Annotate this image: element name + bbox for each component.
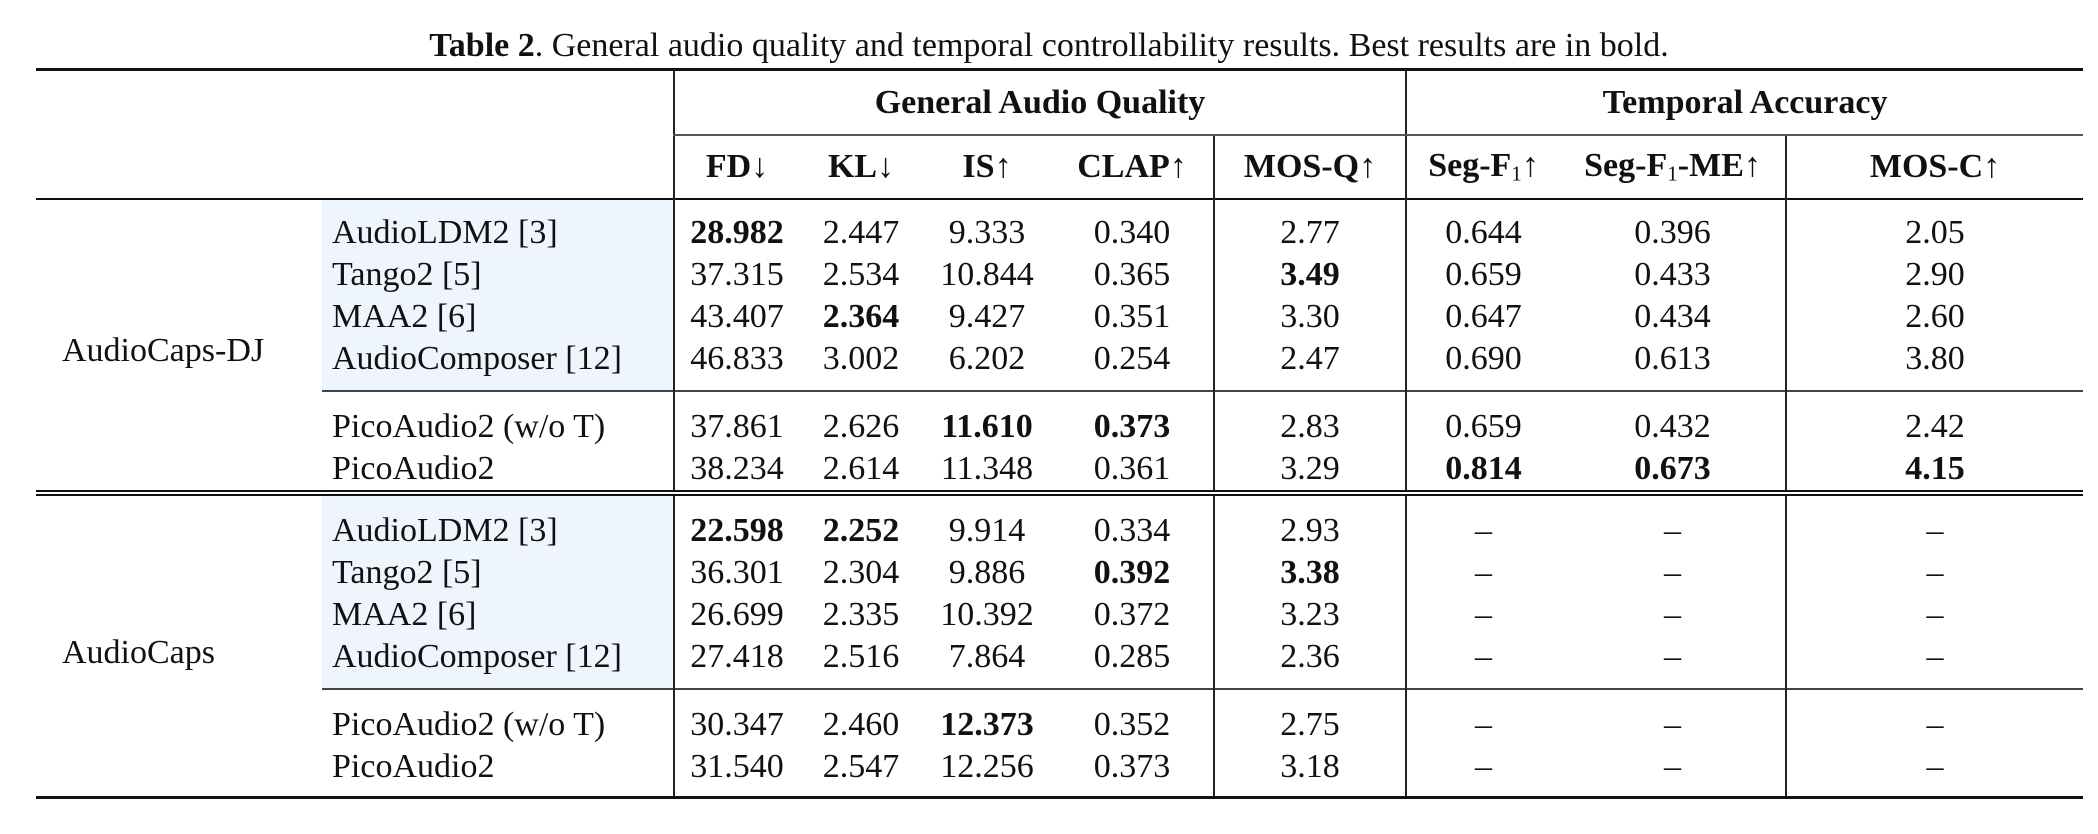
cell-kl: 2.304 — [822, 554, 900, 591]
caption-text: . General audio quality and temporal controllability results. Best results are in bold. — [534, 27, 1669, 64]
cell-mos-q: 3.29 — [1214, 448, 1406, 493]
cell-kl: 2.460 — [799, 689, 923, 746]
col-header-kl: KL↓ — [827, 148, 895, 185]
cell-seg-f1-me: – — [1560, 746, 1786, 798]
cell-seg-f1: – — [1406, 594, 1560, 636]
method-name: Tango2 [5] — [322, 254, 674, 296]
cell-seg-f1-me: – — [1664, 512, 1682, 549]
cell-seg-f1: 0.659 — [1406, 391, 1560, 448]
cell-kl: 2.614 — [799, 448, 923, 493]
cell-mos-q: 2.77 — [1214, 199, 1406, 254]
cell-mos-q: 2.83 — [1214, 391, 1406, 448]
cell-fd: 43.407 — [674, 296, 799, 338]
col-header-mos-q: MOS-Q↑ — [1214, 135, 1406, 199]
column-header-row — [36, 135, 2083, 199]
cell-mos-c: – — [1786, 689, 2083, 746]
cell-mos-q: 3.23 — [1214, 594, 1406, 636]
cell-seg-f1-me: 0.434 — [1634, 298, 1711, 335]
col-header-clap: CLAP↑ — [1077, 148, 1187, 185]
cell-seg-f1: 0.659 — [1406, 254, 1560, 296]
cell-seg-f1: – — [1406, 552, 1560, 594]
cell-seg-f1-me: – — [1664, 638, 1682, 675]
cell-clap: 0.373 — [1051, 746, 1214, 798]
cell-clap: 0.361 — [1051, 448, 1214, 493]
cell-fd: 38.234 — [674, 448, 799, 493]
cell-seg-f1-me: 0.433 — [1634, 256, 1711, 293]
cell-fd: 28.982 — [674, 199, 799, 254]
cell-mos-q: 3.18 — [1214, 746, 1406, 798]
cell-seg-f1-me: – — [1664, 596, 1682, 633]
table-label: Table 2 — [429, 27, 535, 64]
cell-fd: 26.699 — [674, 594, 799, 636]
cell-fd: 22.598 — [674, 493, 799, 552]
cell-kl: 2.364 — [822, 298, 900, 335]
cell-mos-q: 3.49 — [1214, 254, 1406, 296]
table-row — [36, 594, 2083, 636]
table-row — [36, 636, 2083, 689]
cell-is: 12.373 — [923, 689, 1051, 746]
dataset-label: AudioCaps-DJ — [36, 199, 322, 493]
cell-mos-q: 2.47 — [1214, 338, 1406, 391]
cell-fd: 30.347 — [674, 689, 799, 746]
results-table-container — [36, 68, 2083, 799]
cell-is: 9.886 — [948, 554, 1026, 591]
cell-fd: 36.301 — [674, 552, 799, 594]
cell-seg-f1: – — [1406, 746, 1560, 798]
cell-is: 11.610 — [923, 391, 1051, 448]
table-row — [36, 493, 2083, 552]
method-name: AudioComposer [12] — [322, 338, 674, 391]
group-header-temporal: Temporal Accuracy — [1406, 70, 2083, 136]
cell-kl: 2.335 — [822, 596, 900, 633]
method-name: MAA2 [6] — [322, 296, 674, 338]
cell-mos-c: – — [1786, 493, 2083, 552]
cell-mos-c: 2.42 — [1786, 391, 2083, 448]
cell-is: 10.844 — [940, 256, 1034, 293]
dataset-label: AudioCaps — [36, 493, 322, 798]
cell-seg-f1-me: – — [1560, 689, 1786, 746]
cell-mos-c: – — [1786, 594, 2083, 636]
method-name: Tango2 [5] — [322, 552, 674, 594]
col-header-seg-f1-me: Seg-$F_1-ME↑$ — [1584, 147, 1761, 186]
cell-is: 7.864 — [948, 638, 1026, 675]
cell-kl: 2.516 — [822, 638, 900, 675]
table-row — [36, 338, 2083, 391]
cell-clap: 0.285 — [1093, 638, 1171, 675]
cell-is: 10.392 — [940, 596, 1034, 633]
cell-seg-f1: 0.814 — [1406, 448, 1560, 493]
col-header-seg-f1: Seg-$F_1↑$ — [1406, 135, 1560, 199]
col-header-is: IS↑ — [962, 148, 1012, 185]
table-row — [36, 199, 2083, 254]
cell-clap: 0.373 — [1051, 391, 1214, 448]
method-name: AudioLDM2 [3] — [322, 199, 674, 254]
cell-seg-f1: – — [1406, 636, 1560, 689]
method-name: PicoAudio2 — [322, 746, 674, 798]
method-name: PicoAudio2 (w/o T) — [322, 689, 674, 746]
results-table — [36, 68, 2083, 799]
cell-clap: 0.372 — [1093, 596, 1171, 633]
cell-kl: 2.626 — [799, 391, 923, 448]
cell-clap: 0.351 — [1093, 298, 1171, 335]
col-header-mos-c: MOS-C↑ — [1786, 135, 2083, 199]
cell-clap: 0.334 — [1093, 512, 1171, 549]
cell-seg-f1-me: – — [1664, 554, 1682, 591]
cell-seg-f1: 0.690 — [1406, 338, 1560, 391]
cell-is: 9.333 — [948, 214, 1026, 251]
table-row — [36, 689, 2083, 746]
table-row — [36, 254, 2083, 296]
cell-mos-c: 2.90 — [1786, 254, 2083, 296]
table-row — [36, 552, 2083, 594]
cell-fd: 37.861 — [674, 391, 799, 448]
cell-kl: 2.447 — [822, 214, 900, 251]
method-name: PicoAudio2 (w/o T) — [322, 391, 674, 448]
cell-seg-f1: – — [1406, 493, 1560, 552]
method-name: AudioLDM2 [3] — [322, 493, 674, 552]
method-name: AudioComposer [12] — [322, 636, 674, 689]
cell-is: 11.348 — [923, 448, 1051, 493]
table-body — [36, 199, 2083, 798]
cell-mos-c: – — [1786, 552, 2083, 594]
table-row — [36, 746, 2083, 798]
cell-seg-f1: 0.644 — [1406, 199, 1560, 254]
cell-is: 9.914 — [948, 512, 1026, 549]
cell-fd: 31.540 — [674, 746, 799, 798]
cell-is: 12.256 — [923, 746, 1051, 798]
cell-clap: 0.365 — [1093, 256, 1171, 293]
cell-seg-f1-me: 0.613 — [1634, 340, 1711, 377]
cell-mos-q: 2.93 — [1214, 493, 1406, 552]
cell-kl: 3.002 — [822, 340, 900, 377]
cell-seg-f1: – — [1406, 689, 1560, 746]
cell-seg-f1-me: 0.396 — [1634, 214, 1711, 251]
table-row — [36, 296, 2083, 338]
cell-is: 6.202 — [948, 340, 1026, 377]
cell-mos-c: 2.60 — [1786, 296, 2083, 338]
cell-fd: 46.833 — [674, 338, 799, 391]
table-caption — [0, 22, 2098, 70]
cell-clap: 0.340 — [1093, 214, 1171, 251]
col-header-fd: FD↓ — [674, 135, 799, 199]
cell-seg-f1: 0.647 — [1406, 296, 1560, 338]
cell-mos-c: 3.80 — [1786, 338, 2083, 391]
cell-mos-c: – — [1786, 746, 2083, 798]
cell-mos-q: 3.30 — [1214, 296, 1406, 338]
group-header-general: General Audio Quality — [674, 70, 1406, 136]
table-row — [36, 391, 2083, 448]
cell-kl: 2.547 — [799, 746, 923, 798]
cell-mos-q: 3.38 — [1214, 552, 1406, 594]
cell-fd: 27.418 — [674, 636, 799, 689]
cell-is: 9.427 — [948, 298, 1026, 335]
cell-clap: 0.352 — [1051, 689, 1214, 746]
cell-kl: 2.252 — [822, 512, 900, 549]
cell-seg-f1-me: 0.432 — [1560, 391, 1786, 448]
cell-kl: 2.534 — [822, 256, 900, 293]
cell-fd: 37.315 — [674, 254, 799, 296]
table-row — [36, 448, 2083, 493]
cell-mos-c: 2.05 — [1786, 199, 2083, 254]
cell-clap: 0.392 — [1093, 554, 1171, 591]
cell-mos-c: – — [1786, 636, 2083, 689]
cell-mos-q: 2.75 — [1214, 689, 1406, 746]
cell-mos-c: 4.15 — [1786, 448, 2083, 493]
group-header-row — [36, 70, 2083, 136]
method-name: MAA2 [6] — [322, 594, 674, 636]
cell-mos-q: 2.36 — [1214, 636, 1406, 689]
cell-clap: 0.254 — [1093, 340, 1171, 377]
method-name: PicoAudio2 — [322, 448, 674, 493]
cell-seg-f1-me: 0.673 — [1560, 448, 1786, 493]
